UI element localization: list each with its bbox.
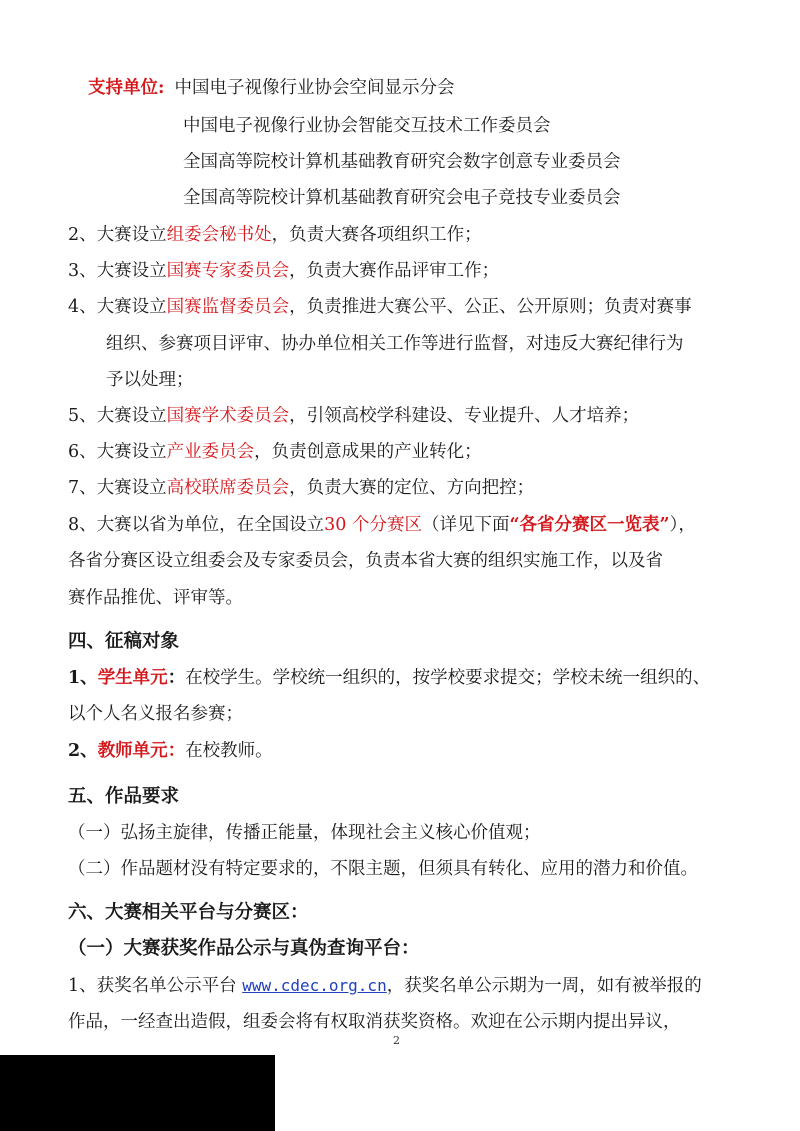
item-4-highlight: 国赛监督委员会 xyxy=(166,297,290,317)
section-6-p1: 1、获奖名单公示平台 www.cdec.org.cn，获奖名单公示期为一周，如有被举报的 xyxy=(68,976,702,996)
item-8-line-2: 各省分赛区设立组委会及专家委员会，负责本省大赛的组织实施工作，以及省 xyxy=(68,551,663,571)
section-6-sub-1: （一）大赛获奖作品公示与真伪查询平台： xyxy=(68,938,420,959)
item-8-highlight: 30 个分赛区 xyxy=(324,515,422,535)
item-7: 7、大赛设立高校联席委员会，负责大赛的定位、方向把控； xyxy=(68,478,535,498)
section-5-req-1: （一）弘扬主旋律，传播正能量，体现社会主义核心价值观； xyxy=(68,823,541,843)
section-4-title: 四、征稿对象 xyxy=(68,631,180,652)
support-unit-1: 中国电子视像行业协会空间显示分会 xyxy=(174,78,455,98)
support-label: 支持单位: xyxy=(88,78,165,98)
teacher-unit-label: 教师单元 xyxy=(97,741,168,761)
item-6-highlight: 产业委员会 xyxy=(166,442,255,462)
student-unit-label: 学生单元 xyxy=(97,668,168,688)
item-8: 8、大赛以省为单位，在全国设立30 个分赛区（详见下面“各省分赛区一览表”）， xyxy=(68,515,696,535)
support-unit-4: 全国高等院校计算机基础教育研究会电子竞技专业委员会 xyxy=(183,188,621,208)
support-unit-3: 全国高等院校计算机基础教育研究会数字创意专业委员会 xyxy=(183,152,621,172)
item-5-highlight: 国赛学术委员会 xyxy=(166,406,290,426)
item-4-line-3: 予以处理； xyxy=(106,370,194,390)
item-3-highlight: 国赛专家委员会 xyxy=(166,261,290,281)
item-8-line-3: 赛作品推优、评审等。 xyxy=(68,588,243,608)
item-2: 2、大赛设立组委会秘书处，负责大赛各项组织工作； xyxy=(68,225,482,245)
item-6: 6、大赛设立产业委员会，负责创意成果的产业转化； xyxy=(68,442,482,462)
item-5: 5、大赛设立国赛学术委员会，引领高校学科建设、专业提升、人才培养； xyxy=(68,406,640,426)
item-7-highlight: 高校联席委员会 xyxy=(166,478,290,498)
section-5-req-2: （二）作品题材没有特定要求的，不限主题，但须具有转化、应用的潜力和价值。 xyxy=(68,859,698,879)
support-block xyxy=(88,74,454,102)
section-5-title: 五、作品要求 xyxy=(68,786,180,807)
item-8-table-ref: “各省分赛区一览表” xyxy=(509,515,670,535)
section-4-student: 1、学生单元：在校学生。学校统一组织的，按学校要求提交；学校未统一组织的、 xyxy=(68,668,711,688)
section-6-p1-line-2: 作品，一经查出造假，组委会将有权取消获奖资格。欢迎在公示期内提出异议， xyxy=(68,1012,681,1032)
section-4-teacher: 2、教师单元：在校教师。 xyxy=(68,741,273,761)
item-2-highlight: 组委会秘书处 xyxy=(166,225,272,245)
section-4-student-line-2: 以个人名义报名参赛； xyxy=(68,704,243,724)
section-6-title: 六、大赛相关平台与分赛区： xyxy=(68,902,309,923)
support-unit-2: 中国电子视像行业协会智能交互技术工作委员会 xyxy=(183,116,551,136)
item-3: 3、大赛设立国赛专家委员会，负责大赛作品评审工作； xyxy=(68,261,500,281)
redaction-block xyxy=(0,1055,275,1131)
item-4-line-2: 组织、参赛项目评审、协办单位相关工作等进行监督，对违反大赛纪律行为 xyxy=(106,334,684,354)
item-4: 4、大赛设立国赛监督委员会，负责推进大赛公平、公正、公开原则；负责对赛事 xyxy=(68,297,692,317)
page-number: 2 xyxy=(393,1034,400,1047)
cdec-link[interactable]: www.cdec.org.cn xyxy=(242,976,387,995)
